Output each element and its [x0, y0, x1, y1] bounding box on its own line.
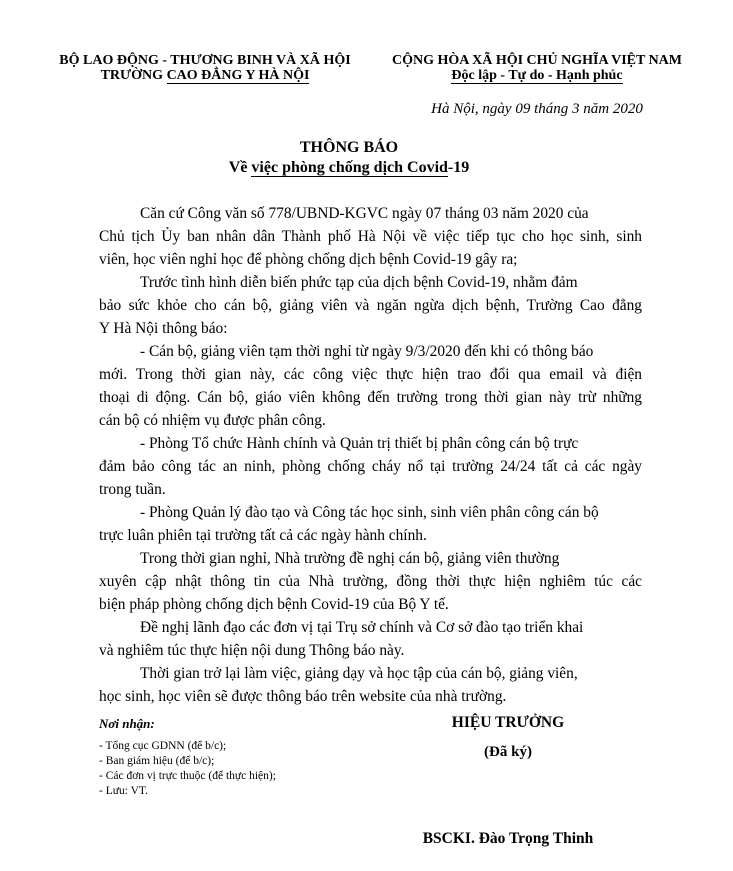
- republic-name: CỘNG HÒA XÃ HỘI CHỦ NGHĨA VIỆT NAM: [391, 53, 682, 68]
- school-prefix: TRƯỜNG: [100, 68, 164, 83]
- body-line: Chủ tịch Ủy ban nhân dân Thành phố Hà Nội về việc tiếp tục cho học sinh, sinh: [99, 228, 642, 245]
- subtitle-suffix: -19: [447, 159, 470, 176]
- signature-status: (Đã ký): [484, 744, 532, 760]
- document-title: THÔNG BÁO: [299, 139, 399, 156]
- signature-title: HIỆU TRƯỞNG: [451, 714, 565, 731]
- body-line: Y Hà Nội thông báo:: [99, 320, 228, 337]
- subtitle-underlined: việc phòng chống dịch Covid: [251, 159, 448, 176]
- body-line: Thời gian trở lại làm việc, giảng dạy và học tập của cán bộ, giảng viên,: [140, 665, 578, 682]
- document-date: Hà Nội, ngày 09 tháng 3 năm 2020: [431, 101, 643, 117]
- school-name: CAO ĐẲNG Y HÀ NỘI: [166, 68, 310, 83]
- document-subtitle: [139, 159, 559, 177]
- body-line: Căn cứ Công văn số 778/UBND-KGVC ngày 07 tháng 03 năm 2020 của: [140, 205, 589, 222]
- body-line: thoại di động. Cán bộ, giáo viên không đến trường trong thời gian này trừ những: [99, 389, 642, 406]
- body-line: - Phòng Quản lý đào tạo và Công tác học sinh, sinh viên phân công cán bộ: [140, 504, 599, 521]
- signer-name: BSCKI. Đào Trọng Thinh: [422, 830, 594, 847]
- body-line: viên, học viên nghỉ học để phòng chống dịch bệnh Covid-19 gây ra;: [99, 251, 518, 268]
- ministry-name: BỘ LAO ĐỘNG - THƯƠNG BINH VÀ XÃ HỘI: [59, 53, 351, 68]
- body-line: đảm bảo công tác an ninh, phòng chống cháy nổ tại trường 24/24 tất cả các ngày: [99, 458, 642, 475]
- body-line: trong tuần.: [99, 481, 166, 498]
- body-line: Đề nghị lãnh đạo các đơn vị tại Trụ sở chính và Cơ sở đào tạo triển khai: [140, 619, 584, 636]
- body-line: học sinh, học viên sẽ được thông báo trên website của nhà trường.: [99, 688, 507, 705]
- subtitle-prefix: Về: [228, 159, 248, 176]
- motto-line: [376, 68, 698, 84]
- body-line: cán bộ có nhiệm vụ được phân công.: [99, 412, 326, 429]
- recipient-item: - Ban giám hiệu (để b/c);: [99, 755, 215, 767]
- school-line: [40, 68, 370, 84]
- body-line: và nghiêm túc thực hiện nội dung Thông báo này.: [99, 642, 405, 659]
- recipients-heading: Nơi nhận:: [99, 716, 155, 731]
- body-line: - Phòng Tổ chức Hành chính và Quản trị thiết bị phân công cán bộ trực: [140, 435, 579, 452]
- recipient-item: - Các đơn vị trực thuộc (để thực hiện);: [99, 770, 276, 782]
- body-line: Trong thời gian nghỉ, Nhà trường đề nghị cán bộ, giảng viên thường: [140, 550, 560, 567]
- recipient-item: - Lưu: VT.: [99, 785, 148, 797]
- body-line: xuyên cập nhật thông tin của Nhà trường, đồng thời thực hiện nghiêm túc các: [99, 573, 642, 590]
- recipient-item: - Tổng cục GDNN (để b/c);: [99, 740, 227, 752]
- body-line: bảo sức khỏe cho cán bộ, giảng viên và ngăn ngừa dịch bệnh, Trường Cao đẳng: [99, 297, 642, 314]
- body-line: trực luân phiên tại trường tất cả các ngày hành chính.: [99, 527, 427, 544]
- body-line: biện pháp phòng chống dịch bệnh Covid-19 của Bộ Y tế.: [99, 596, 449, 613]
- body-line: mới. Trong thời gian này, các công việc thực hiện trao đổi qua email và điện: [99, 366, 642, 383]
- body-line: - Cán bộ, giảng viên tạm thời nghỉ từ ngày 9/3/2020 đến khi có thông báo: [140, 343, 594, 360]
- body-line: Trước tình hình diễn biến phức tạp của dịch bệnh Covid-19, nhằm đảm: [140, 274, 578, 291]
- motto: Độc lập - Tự do - Hạnh phúc: [451, 68, 623, 83]
